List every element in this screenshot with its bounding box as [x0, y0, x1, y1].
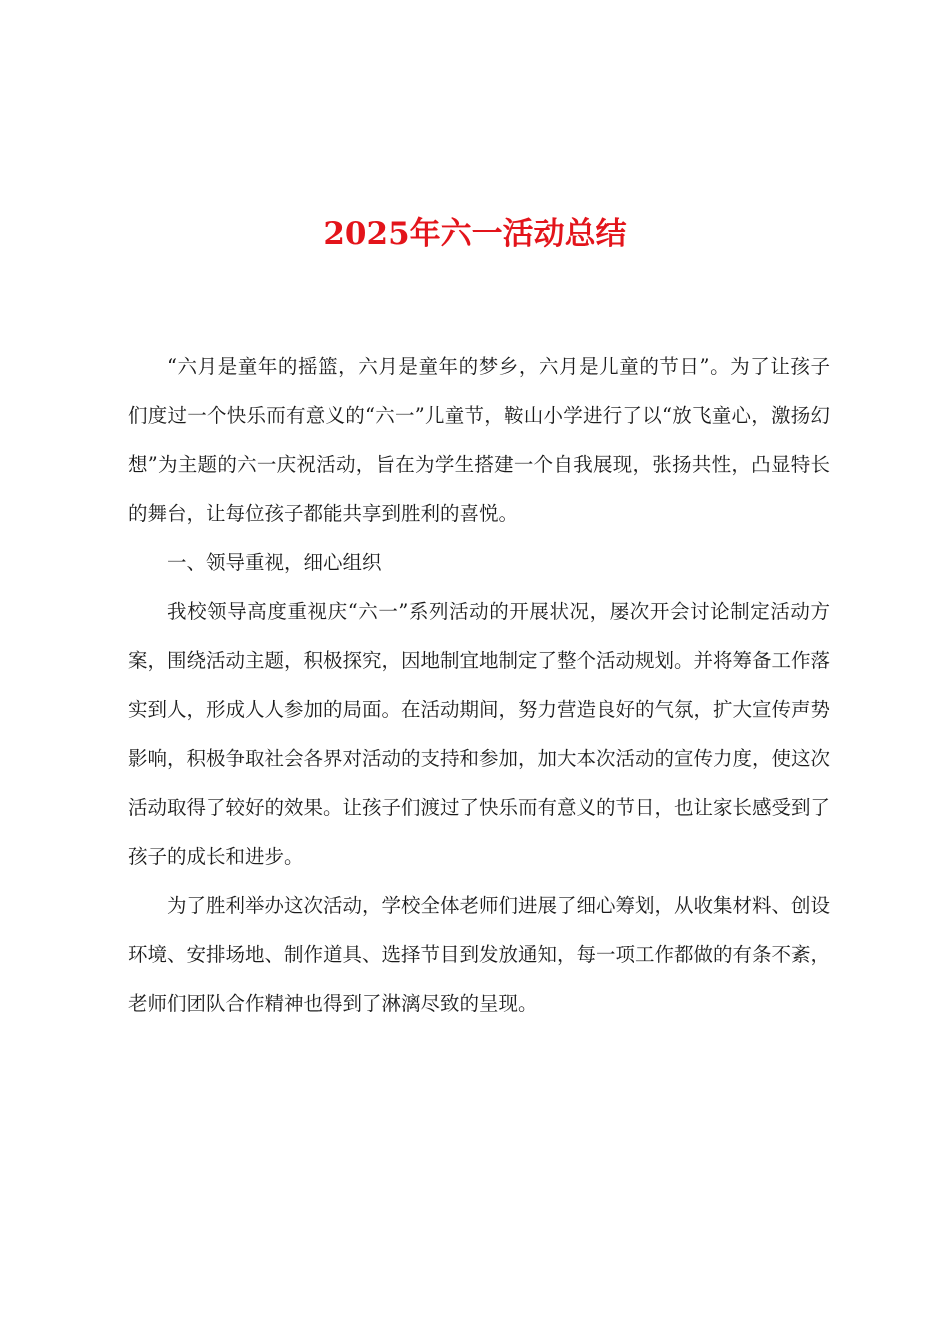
paragraph-preparation: 为了胜利举办这次活动，学校全体老师们进展了细心筹划，从收集材料、创设环境、安排场地、制作道具、选择节目到发放通知，每一项工作都做的有条不紊，老师们团队合作精神也得到了淋漓尽致的呈现。 [128, 894, 831, 1015]
document-title: 2025年六一活动总结 [323, 216, 627, 252]
paragraph-intro: “六月是童年的摇篮，六月是童年的梦乡，六月是儿童的节日”。为了让孩子们度过一个快乐而有意义的“六一”儿童节，鞍山小学进行了以“放飞童心，激扬幻想”为主题的六一庆祝活动，旨在为学生搭建一个自我展现，张扬共性，凸显特长的舞台，让每位孩子都能共享到胜利的喜悦。 [128, 355, 830, 525]
section-heading-1: 一、领导重视，细心组织 [167, 551, 382, 574]
document-body [128, 342, 830, 1028]
paragraph-leadership: 我校领导高度重视庆“六一”系列活动的开展状况，屡次开会讨论制定活动方案，围绕活动主题，积极探究，因地制宜地制定了整个活动规划。并将筹备工作落实到人，形成人人参加的局面。在活动期间，努力营造良好的气氛，扩大宣传声势影响，积极争取社会各界对活动的支持和参加，加大本次活动的宣传力度，使这次活动取得了较好的效果。让孩子们渡过了快乐而有意义的节日，也让家长感受到了孩子的成长和进步。 [128, 600, 831, 868]
